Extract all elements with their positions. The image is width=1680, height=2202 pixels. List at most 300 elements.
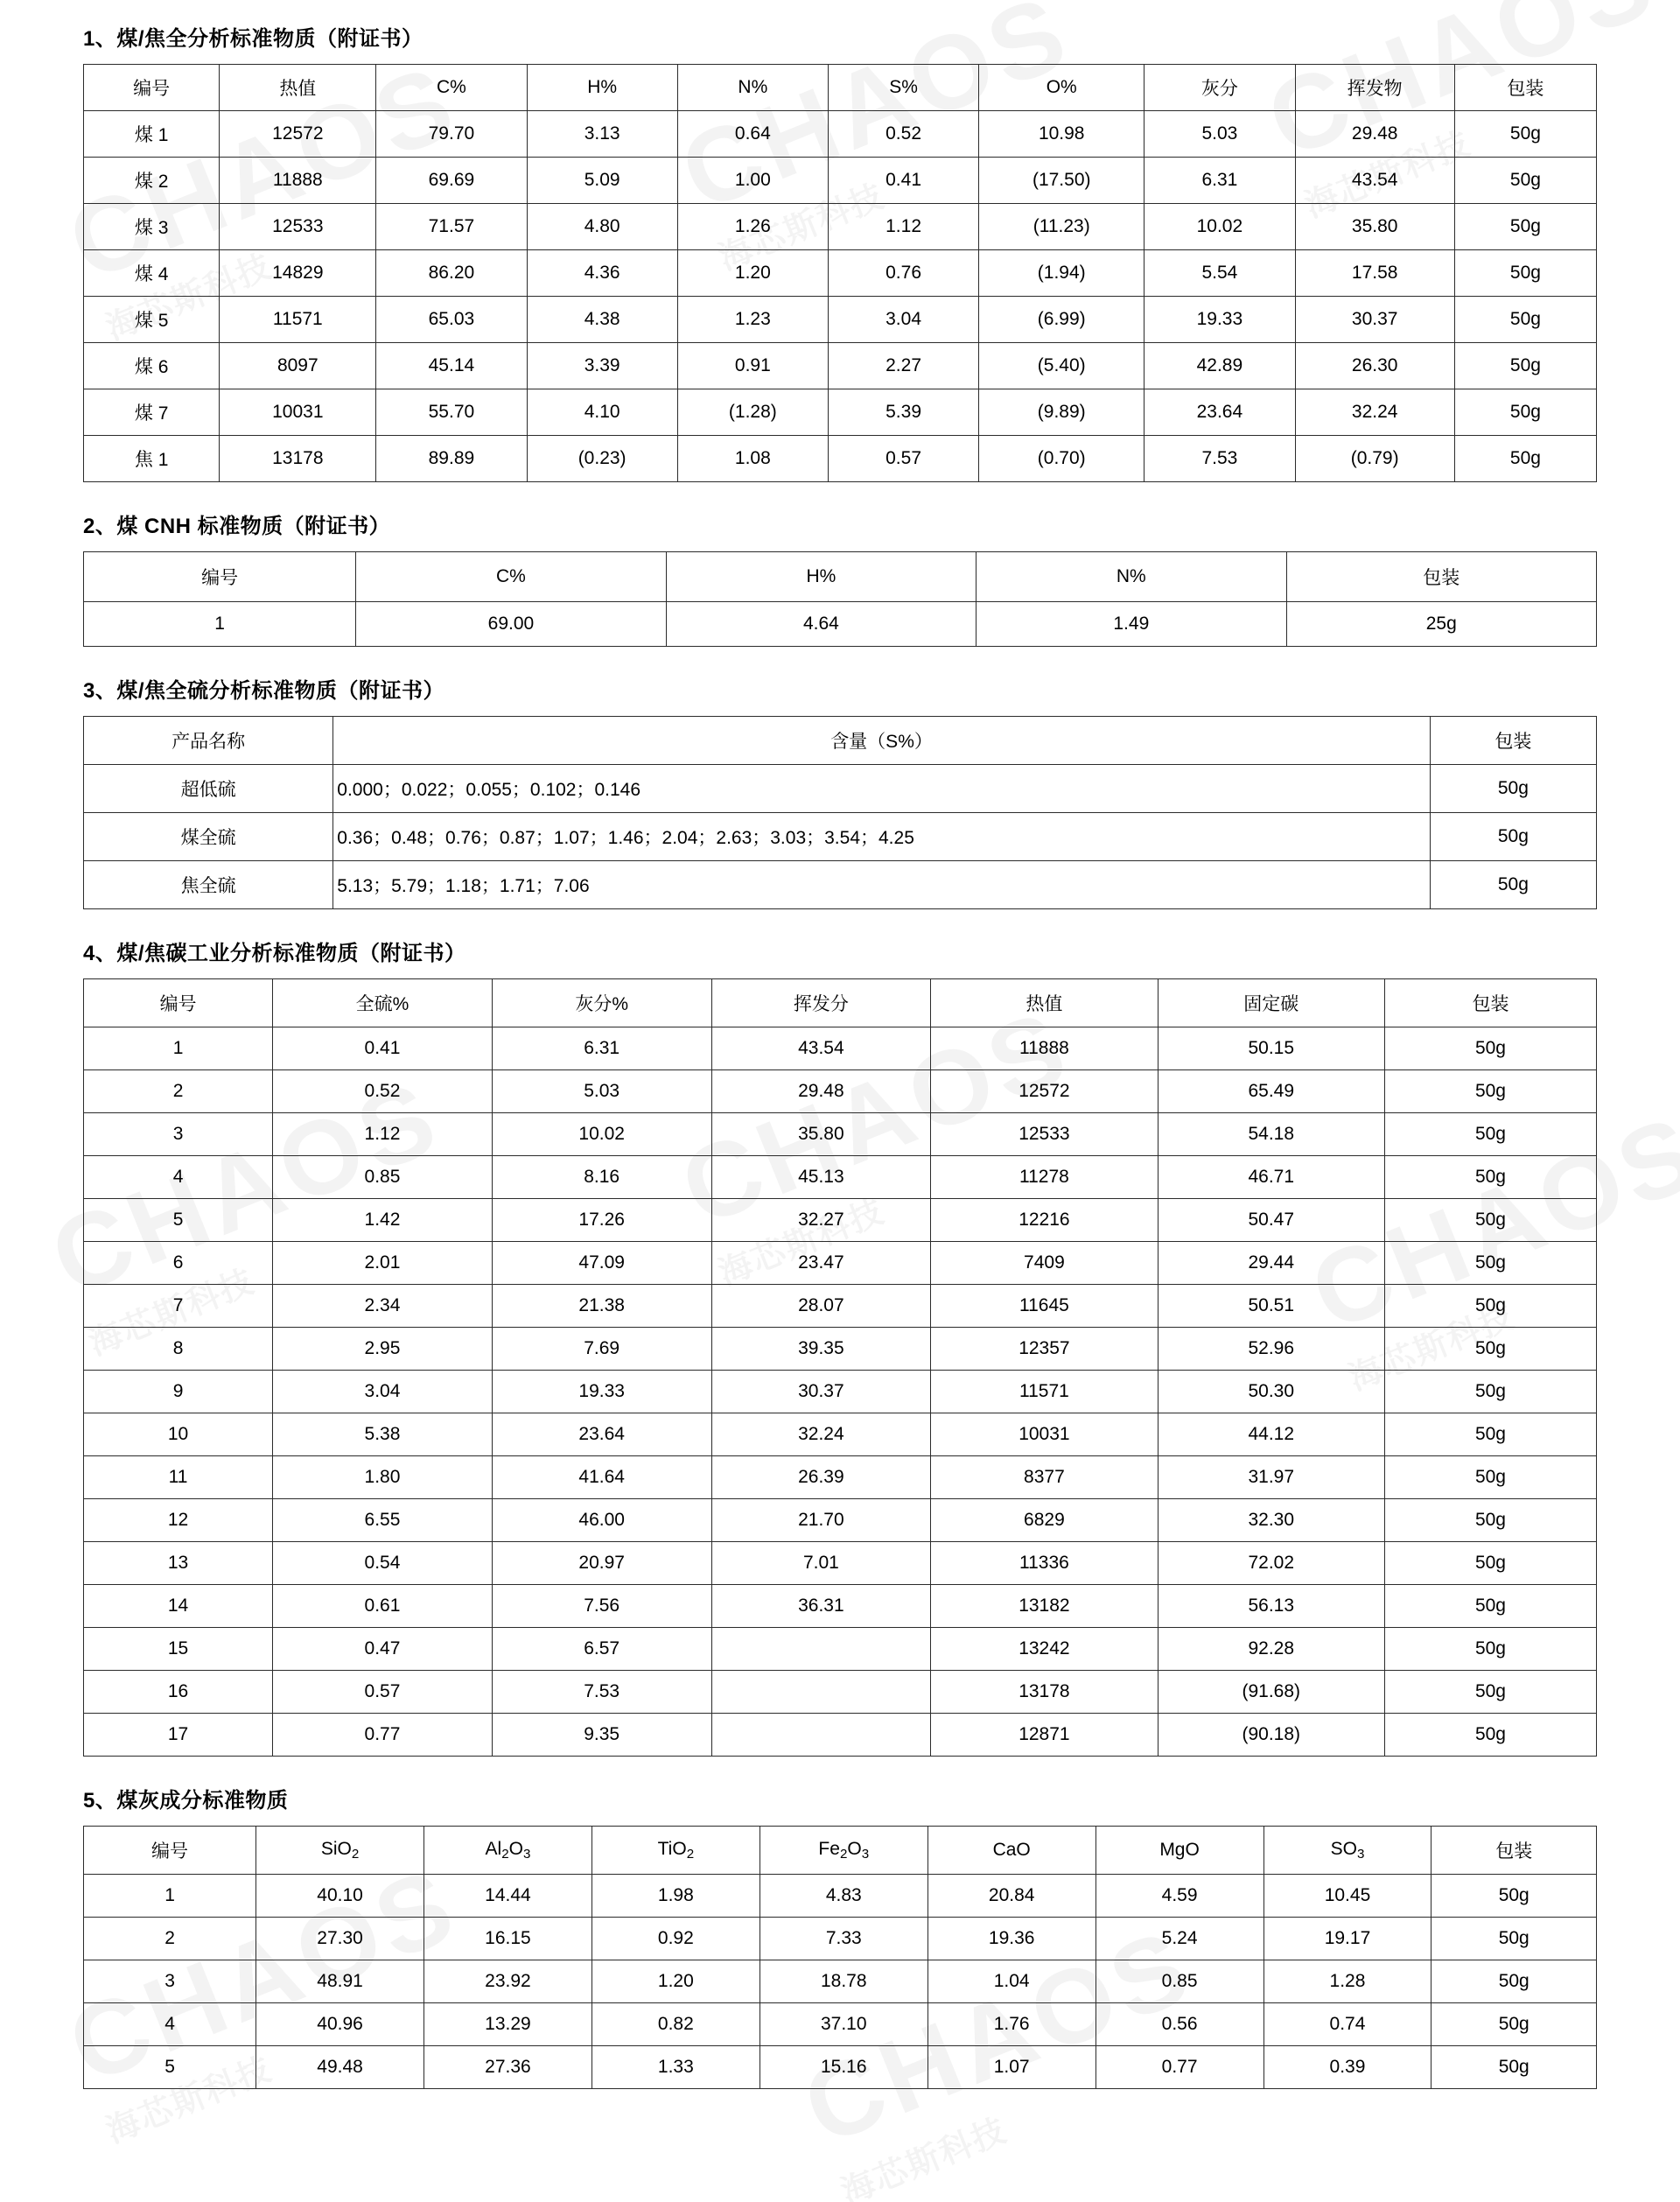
table-cell: 50g bbox=[1384, 1499, 1596, 1542]
table-row bbox=[84, 1070, 1597, 1113]
table-cell: 50g bbox=[1384, 1242, 1596, 1285]
table-cell: 9 bbox=[84, 1371, 273, 1413]
table-cell: 10.02 bbox=[1144, 204, 1295, 250]
table-cell: 69.69 bbox=[376, 158, 527, 204]
column-header: 含量（S%） bbox=[333, 717, 1431, 765]
table-row bbox=[84, 2046, 1597, 2089]
table-cell: 50.51 bbox=[1158, 1285, 1384, 1328]
table-cell: 5.38 bbox=[273, 1413, 493, 1456]
table-cell: 27.36 bbox=[424, 2046, 592, 2089]
table-cell: 19.36 bbox=[928, 1918, 1096, 1960]
table-cell: 50g bbox=[1454, 204, 1596, 250]
table-cell: 15 bbox=[84, 1628, 273, 1671]
table-row bbox=[84, 1456, 1597, 1499]
table-row bbox=[84, 297, 1597, 343]
table-row bbox=[84, 1542, 1597, 1585]
table-cell: 3 bbox=[84, 1960, 256, 2003]
column-header: MgO bbox=[1096, 1827, 1264, 1875]
table-cell: 36.31 bbox=[711, 1585, 931, 1628]
column-header: 热值 bbox=[931, 979, 1158, 1027]
table-cell: 46.00 bbox=[492, 1499, 711, 1542]
table-cell: 23.64 bbox=[1144, 389, 1295, 436]
table-cell: 10.98 bbox=[979, 111, 1144, 158]
table-cell: 0.77 bbox=[273, 1714, 493, 1757]
table-cell: 50g bbox=[1384, 1371, 1596, 1413]
table-cell: 50g bbox=[1454, 343, 1596, 389]
table-cell: 8377 bbox=[931, 1456, 1158, 1499]
table-cell: 7409 bbox=[931, 1242, 1158, 1285]
table-cell: 1.08 bbox=[677, 436, 828, 482]
table-cell: 2.34 bbox=[273, 1285, 493, 1328]
table-row bbox=[84, 1113, 1597, 1156]
table-cell: (11.23) bbox=[979, 204, 1144, 250]
table-cell: 3.13 bbox=[527, 111, 677, 158]
table-row bbox=[84, 765, 1597, 813]
column-header: H% bbox=[527, 65, 677, 111]
table-cell: 50.47 bbox=[1158, 1199, 1384, 1242]
table-cell: 12533 bbox=[220, 204, 376, 250]
table-cell: 50.30 bbox=[1158, 1371, 1384, 1413]
section-title-1: 1、煤/焦全分析标准物质（附证书） bbox=[83, 27, 424, 51]
table-cell: 2.01 bbox=[273, 1242, 493, 1285]
column-header: 热值 bbox=[220, 65, 376, 111]
table-cell: 14829 bbox=[220, 250, 376, 297]
table-cell: 11278 bbox=[931, 1156, 1158, 1199]
table-cell: (0.23) bbox=[527, 436, 677, 482]
table-header-row bbox=[84, 717, 1597, 765]
table-coal-full-analysis bbox=[83, 64, 1597, 482]
table-row bbox=[84, 1671, 1597, 1714]
table-row bbox=[84, 1242, 1597, 1285]
column-header: 全硫% bbox=[273, 979, 493, 1027]
table-cell: 10.45 bbox=[1264, 1875, 1432, 1918]
table-cell: 19.33 bbox=[1144, 297, 1295, 343]
table-cell: 10.02 bbox=[492, 1113, 711, 1156]
table-row bbox=[84, 158, 1597, 204]
table-cell: 50g bbox=[1430, 765, 1596, 813]
table-total-sulfur bbox=[83, 716, 1597, 909]
table-cell: 50g bbox=[1430, 813, 1596, 861]
table-cell: 20.97 bbox=[492, 1542, 711, 1585]
table-body bbox=[84, 1875, 1597, 2089]
table-cell: 41.64 bbox=[492, 1456, 711, 1499]
table-cell: 50g bbox=[1384, 1070, 1596, 1113]
table-cell: 19.33 bbox=[492, 1371, 711, 1413]
table-cell: 50.15 bbox=[1158, 1027, 1384, 1070]
table-cell: 7.01 bbox=[711, 1542, 931, 1585]
column-header: $SO_3$ bbox=[1264, 1827, 1432, 1875]
table-cell bbox=[711, 1714, 931, 1757]
table-cell: (17.50) bbox=[979, 158, 1144, 204]
table-cell: 1.23 bbox=[677, 297, 828, 343]
table-cell: 50g bbox=[1454, 158, 1596, 204]
table-cell: 煤全硫 bbox=[84, 813, 333, 861]
column-header: 固定碳 bbox=[1158, 979, 1384, 1027]
table-cell: 11 bbox=[84, 1456, 273, 1499]
table-cell: 1.07 bbox=[928, 2046, 1096, 2089]
table-cell: 26.39 bbox=[711, 1456, 931, 1499]
table-cell: 煤 5 bbox=[84, 297, 220, 343]
table-cell: 煤 2 bbox=[84, 158, 220, 204]
table-cell: 1.26 bbox=[677, 204, 828, 250]
table-cell: 2 bbox=[84, 1918, 256, 1960]
table-cell: 65.03 bbox=[376, 297, 527, 343]
table-cell: 29.48 bbox=[1295, 111, 1454, 158]
table-cell: 50g bbox=[1454, 297, 1596, 343]
table-cell: 4.80 bbox=[527, 204, 677, 250]
table-cell: 50g bbox=[1384, 1027, 1596, 1070]
table-cell: 27.30 bbox=[256, 1918, 424, 1960]
table-row bbox=[84, 1199, 1597, 1242]
table-cell: 23.47 bbox=[711, 1242, 931, 1285]
table-cell: 39.35 bbox=[711, 1328, 931, 1371]
table-cell: 1.49 bbox=[976, 602, 1286, 647]
table-cell: 5.24 bbox=[1096, 1918, 1264, 1960]
table-cell: 3.39 bbox=[527, 343, 677, 389]
table-header-row bbox=[84, 979, 1597, 1027]
table-cell: (0.70) bbox=[979, 436, 1144, 482]
table-cell: 50g bbox=[1384, 1156, 1596, 1199]
table-cell: 1.00 bbox=[677, 158, 828, 204]
table-cell: 23.92 bbox=[424, 1960, 592, 2003]
table-row bbox=[84, 1585, 1597, 1628]
table-cell: 7.33 bbox=[760, 1918, 928, 1960]
table-cell: 1.76 bbox=[928, 2003, 1096, 2046]
column-header: 编号 bbox=[84, 1827, 256, 1875]
table-cell: 煤 1 bbox=[84, 111, 220, 158]
table-row bbox=[84, 861, 1597, 909]
table-cell: 煤 4 bbox=[84, 250, 220, 297]
column-header: 包装 bbox=[1454, 65, 1596, 111]
table-cell: 4.36 bbox=[527, 250, 677, 297]
table-cell: 32.24 bbox=[1295, 389, 1454, 436]
table-cell: 煤 6 bbox=[84, 343, 220, 389]
table-cell: 0.000；0.022；0.055；0.102；0.146 bbox=[333, 765, 1431, 813]
table-cell: 50g bbox=[1454, 250, 1596, 297]
table-cell: 52.96 bbox=[1158, 1328, 1384, 1371]
table-cell: 45.14 bbox=[376, 343, 527, 389]
table-cell: 焦 1 bbox=[84, 436, 220, 482]
table-body bbox=[84, 765, 1597, 909]
table-cell: 12533 bbox=[931, 1113, 1158, 1156]
table-cell: 50g bbox=[1430, 861, 1596, 909]
table-cell: 7.53 bbox=[1144, 436, 1295, 482]
table-cell: 86.20 bbox=[376, 250, 527, 297]
table-cell: 5.03 bbox=[492, 1070, 711, 1113]
table-cell: 10031 bbox=[931, 1413, 1158, 1456]
table-body bbox=[84, 111, 1597, 482]
table-cell: 0.64 bbox=[677, 111, 828, 158]
table-cell: 29.44 bbox=[1158, 1242, 1384, 1285]
table-cell: 13.29 bbox=[424, 2003, 592, 2046]
column-header: 产品名称 bbox=[84, 717, 333, 765]
table-cell: 13242 bbox=[931, 1628, 1158, 1671]
table-cell: 1 bbox=[84, 1027, 273, 1070]
table-row bbox=[84, 1875, 1597, 1918]
table-cell: 6829 bbox=[931, 1499, 1158, 1542]
table-cell: 14.44 bbox=[424, 1875, 592, 1918]
table-cell: 5.54 bbox=[1144, 250, 1295, 297]
column-header: 灰分% bbox=[492, 979, 711, 1027]
table-cell bbox=[711, 1671, 931, 1714]
table-cell: 12572 bbox=[220, 111, 376, 158]
table-cell: 12871 bbox=[931, 1714, 1158, 1757]
table-cell: 17 bbox=[84, 1714, 273, 1757]
table-cell: 43.54 bbox=[1295, 158, 1454, 204]
table-row bbox=[84, 1285, 1597, 1328]
table-cell: 17.58 bbox=[1295, 250, 1454, 297]
table-cell: 21.70 bbox=[711, 1499, 931, 1542]
table-cell: 32.27 bbox=[711, 1199, 931, 1242]
table-cell: 0.77 bbox=[1096, 2046, 1264, 2089]
table-cell: 2.95 bbox=[273, 1328, 493, 1371]
table-cell: 5 bbox=[84, 2046, 256, 2089]
table-cell: 30.37 bbox=[1295, 297, 1454, 343]
table-row bbox=[84, 204, 1597, 250]
table-cell: 40.10 bbox=[256, 1875, 424, 1918]
table-cell: 0.85 bbox=[273, 1156, 493, 1199]
table-cell: 11645 bbox=[931, 1285, 1158, 1328]
table-cell: 0.52 bbox=[273, 1070, 493, 1113]
table-cell: 32.24 bbox=[711, 1413, 931, 1456]
table-cell: 50g bbox=[1432, 2046, 1597, 2089]
table-cell: 19.17 bbox=[1264, 1918, 1432, 1960]
table-cell: 1 bbox=[84, 1875, 256, 1918]
table-row bbox=[84, 1156, 1597, 1199]
table-header-row bbox=[84, 65, 1597, 111]
table-cell: 50g bbox=[1384, 1113, 1596, 1156]
table-cell: 1.20 bbox=[677, 250, 828, 297]
table-cell: 7.69 bbox=[492, 1328, 711, 1371]
column-header: 包装 bbox=[1430, 717, 1596, 765]
table-row bbox=[84, 111, 1597, 158]
table-coal-cnh bbox=[83, 551, 1597, 647]
table-cell: 50g bbox=[1432, 1918, 1597, 1960]
table-cell: 11888 bbox=[220, 158, 376, 204]
column-header: O% bbox=[979, 65, 1144, 111]
table-cell: 44.12 bbox=[1158, 1413, 1384, 1456]
table-cell: 4.10 bbox=[527, 389, 677, 436]
section-title-3: 3、煤/焦全硫分析标准物质（附证书） bbox=[83, 679, 445, 703]
table-cell: 12216 bbox=[931, 1199, 1158, 1242]
table-cell: 48.91 bbox=[256, 1960, 424, 2003]
table-cell: (1.94) bbox=[979, 250, 1144, 297]
table-cell: 4 bbox=[84, 1156, 273, 1199]
table-cell: 50g bbox=[1384, 1628, 1596, 1671]
table-cell: 45.13 bbox=[711, 1156, 931, 1199]
table-cell: 20.84 bbox=[928, 1875, 1096, 1918]
table-cell: 79.70 bbox=[376, 111, 527, 158]
table-cell: 8 bbox=[84, 1328, 273, 1371]
table-cell: 0.39 bbox=[1264, 2046, 1432, 2089]
table-cell: 42.89 bbox=[1144, 343, 1295, 389]
table-cell: 11571 bbox=[931, 1371, 1158, 1413]
table-cell: 25g bbox=[1286, 602, 1596, 647]
table-cell: 46.71 bbox=[1158, 1156, 1384, 1199]
section-title-5: 5、煤灰成分标准物质 bbox=[83, 1789, 289, 1813]
table-cell: 5.39 bbox=[828, 389, 978, 436]
table-cell: 0.61 bbox=[273, 1585, 493, 1628]
section-title-2: 2、煤 CNH 标准物质（附证书） bbox=[83, 515, 391, 538]
table-cell: 5.03 bbox=[1144, 111, 1295, 158]
table-cell: 47.09 bbox=[492, 1242, 711, 1285]
column-header: 挥发物 bbox=[1295, 65, 1454, 111]
table-industrial-analysis bbox=[83, 978, 1597, 1757]
table-row bbox=[84, 1499, 1597, 1542]
column-header: N% bbox=[976, 552, 1286, 602]
table-cell: 50g bbox=[1384, 1456, 1596, 1499]
column-header: 包装 bbox=[1432, 1827, 1597, 1875]
table-cell: 0.41 bbox=[828, 158, 978, 204]
table-cell: 4.64 bbox=[666, 602, 976, 647]
table-cell: 13178 bbox=[220, 436, 376, 482]
table-cell: 5.13；5.79；1.18；1.71；7.06 bbox=[333, 861, 1431, 909]
table-coal-ash-composition bbox=[83, 1826, 1597, 2089]
table-cell: 23.64 bbox=[492, 1413, 711, 1456]
table-cell: 10031 bbox=[220, 389, 376, 436]
table-cell: 6 bbox=[84, 1242, 273, 1285]
table-cell: 1.04 bbox=[928, 1960, 1096, 2003]
table-cell: 1.12 bbox=[828, 204, 978, 250]
table-cell: 72.02 bbox=[1158, 1542, 1384, 1585]
table-cell: 2 bbox=[84, 1070, 273, 1113]
table-cell: 56.13 bbox=[1158, 1585, 1384, 1628]
column-header: 编号 bbox=[84, 979, 273, 1027]
table-cell: 煤 7 bbox=[84, 389, 220, 436]
table-cell: 50g bbox=[1454, 389, 1596, 436]
table-cell: 0.82 bbox=[592, 2003, 760, 2046]
table-cell: 18.78 bbox=[760, 1960, 928, 2003]
table-cell: (1.28) bbox=[677, 389, 828, 436]
table-row bbox=[84, 436, 1597, 482]
table-cell: 0.52 bbox=[828, 111, 978, 158]
table-cell: 13 bbox=[84, 1542, 273, 1585]
table-cell: (5.40) bbox=[979, 343, 1144, 389]
table-cell: 1.12 bbox=[273, 1113, 493, 1156]
column-header: C% bbox=[356, 552, 666, 602]
table-cell: 0.85 bbox=[1096, 1960, 1264, 2003]
table-cell: (0.79) bbox=[1295, 436, 1454, 482]
table-cell: 14 bbox=[84, 1585, 273, 1628]
column-header: 编号 bbox=[84, 552, 356, 602]
table-cell: 0.92 bbox=[592, 1918, 760, 1960]
table-cell: 13182 bbox=[931, 1585, 1158, 1628]
table-cell: 89.89 bbox=[376, 436, 527, 482]
table-cell: 43.54 bbox=[711, 1027, 931, 1070]
table-cell: 50g bbox=[1384, 1328, 1596, 1371]
table-row bbox=[84, 343, 1597, 389]
table-cell: 1.33 bbox=[592, 2046, 760, 2089]
table-cell: 4 bbox=[84, 2003, 256, 2046]
table-cell: 11336 bbox=[931, 1542, 1158, 1585]
table-cell: 3.04 bbox=[273, 1371, 493, 1413]
table-row bbox=[84, 250, 1597, 297]
table-cell: 6.31 bbox=[1144, 158, 1295, 204]
table-row bbox=[84, 1960, 1597, 2003]
table-cell: 35.80 bbox=[1295, 204, 1454, 250]
table-row bbox=[84, 1371, 1597, 1413]
table-cell: 1.80 bbox=[273, 1456, 493, 1499]
table-cell: 1.98 bbox=[592, 1875, 760, 1918]
table-cell: 超低硫 bbox=[84, 765, 333, 813]
table-cell: 9.35 bbox=[492, 1714, 711, 1757]
table-cell: 49.48 bbox=[256, 2046, 424, 2089]
column-header: N% bbox=[677, 65, 828, 111]
table-cell: 32.30 bbox=[1158, 1499, 1384, 1542]
table-cell bbox=[711, 1628, 931, 1671]
table-cell: 11571 bbox=[220, 297, 376, 343]
table-cell: 92.28 bbox=[1158, 1628, 1384, 1671]
table-row bbox=[84, 1628, 1597, 1671]
table-cell: 6.57 bbox=[492, 1628, 711, 1671]
table-cell: 50g bbox=[1384, 1413, 1596, 1456]
column-header: $Al_2O_3$ bbox=[424, 1827, 592, 1875]
table-cell: 50g bbox=[1432, 1875, 1597, 1918]
table-cell: 28.07 bbox=[711, 1285, 931, 1328]
table-row bbox=[84, 813, 1597, 861]
section-title-4: 4、煤/焦碳工业分析标准物质（附证书） bbox=[83, 942, 466, 965]
table-cell: 0.41 bbox=[273, 1027, 493, 1070]
table-body bbox=[84, 1027, 1597, 1757]
table-cell: 65.49 bbox=[1158, 1070, 1384, 1113]
table-cell: 3 bbox=[84, 1113, 273, 1156]
table-cell: 5 bbox=[84, 1199, 273, 1242]
table-cell: 16 bbox=[84, 1671, 273, 1714]
table-cell: 6.31 bbox=[492, 1027, 711, 1070]
table-cell: 0.54 bbox=[273, 1542, 493, 1585]
table-cell: 37.10 bbox=[760, 2003, 928, 2046]
table-cell: 0.91 bbox=[677, 343, 828, 389]
table-cell: 55.70 bbox=[376, 389, 527, 436]
table-cell: 12357 bbox=[931, 1328, 1158, 1371]
table-cell: 71.57 bbox=[376, 204, 527, 250]
table-cell: 7.56 bbox=[492, 1585, 711, 1628]
table-cell: 50g bbox=[1384, 1199, 1596, 1242]
table-cell: 30.37 bbox=[711, 1371, 931, 1413]
table-cell: 0.47 bbox=[273, 1628, 493, 1671]
table-cell: 50g bbox=[1432, 1960, 1597, 2003]
column-header: TiO$_2$ bbox=[592, 1827, 760, 1875]
table-cell: 12 bbox=[84, 1499, 273, 1542]
table-row bbox=[84, 1328, 1597, 1371]
table-cell: 7 bbox=[84, 1285, 273, 1328]
table-cell: 31.97 bbox=[1158, 1456, 1384, 1499]
column-header: S% bbox=[828, 65, 978, 111]
column-header: 包装 bbox=[1286, 552, 1596, 602]
table-row bbox=[84, 2003, 1597, 2046]
table-cell: 13178 bbox=[931, 1671, 1158, 1714]
column-header: H% bbox=[666, 552, 976, 602]
table-cell: 3.04 bbox=[828, 297, 978, 343]
table-cell: 50g bbox=[1384, 1585, 1596, 1628]
table-cell: 50g bbox=[1454, 111, 1596, 158]
table-cell: 1.20 bbox=[592, 1960, 760, 2003]
column-header: C% bbox=[376, 65, 527, 111]
table-cell: (91.68) bbox=[1158, 1671, 1384, 1714]
table-cell: 6.55 bbox=[273, 1499, 493, 1542]
table-body bbox=[84, 602, 1597, 647]
table-cell: 0.36；0.48；0.76；0.87；1.07；1.46；2.04；2.63；3.03；3.54；4.25 bbox=[333, 813, 1431, 861]
table-cell: 69.00 bbox=[356, 602, 666, 647]
column-header: 挥发分 bbox=[711, 979, 931, 1027]
table-cell: 0.74 bbox=[1264, 2003, 1432, 2046]
table-row bbox=[84, 1413, 1597, 1456]
table-cell: 50g bbox=[1384, 1542, 1596, 1585]
table-row bbox=[84, 602, 1597, 647]
table-cell: 4.38 bbox=[527, 297, 677, 343]
column-header: CaO bbox=[928, 1827, 1096, 1875]
table-cell: 4.83 bbox=[760, 1875, 928, 1918]
